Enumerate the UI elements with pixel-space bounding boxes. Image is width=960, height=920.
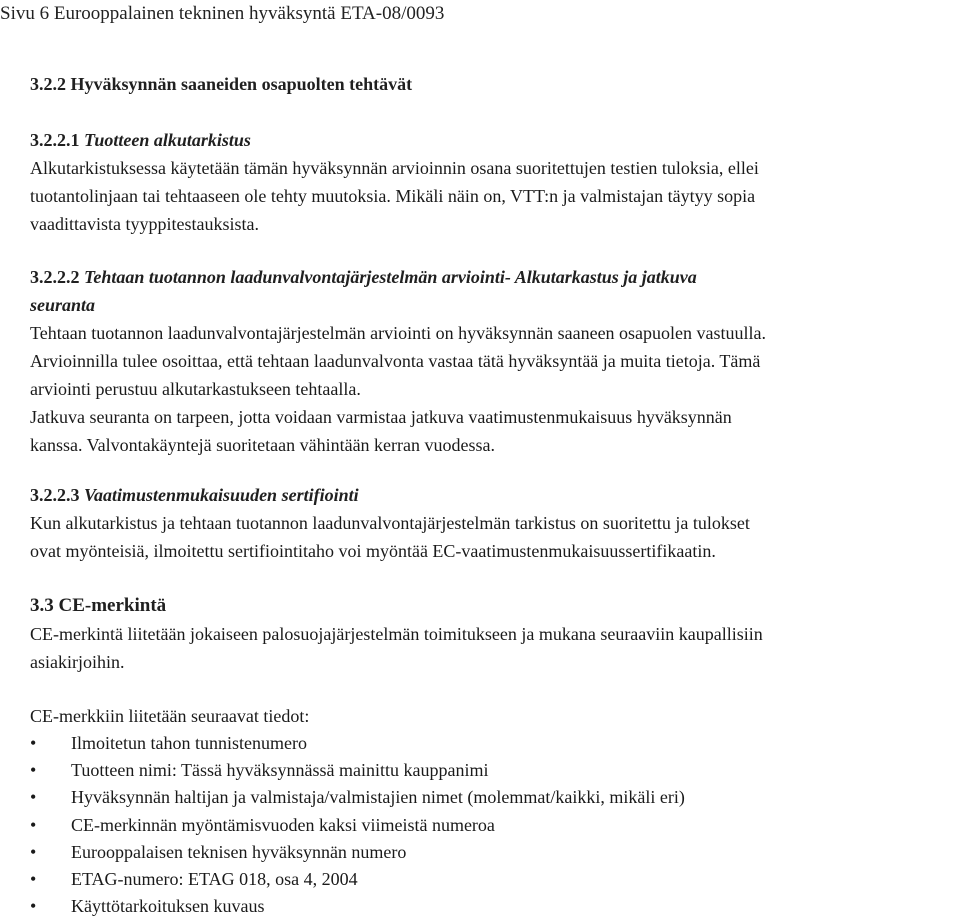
section-3221-heading (30, 126, 960, 154)
section-3221 (30, 126, 960, 238)
section-3223-title: Vaatimustenmukaisuuden sertifiointi (84, 485, 359, 505)
page-header: Sivu 6 Eurooppalainen tekninen hyväksyntä ETA-08/0093 (0, 3, 445, 24)
section-33 (30, 592, 960, 676)
list-item (30, 730, 960, 757)
list-item-text: ETAG-numero: ETAG 018, osa 4, 2004 (71, 868, 358, 889)
section-322-heading: 3.2.2 Hyväksynnän saaneiden osapuolten tehtävät (30, 74, 413, 94)
list-item-text: Tuotteen nimi: Tässä hyväksynnässä mainittu kauppanimi (71, 760, 489, 781)
bullet-icon: • (30, 760, 37, 781)
section-3223-line-2: ovat myönteisiä, ilmoitettu sertifiointitaho voi myöntää EC-vaatimustenmukaisuussertifikaatin. (30, 541, 716, 561)
section-3222-title-1: Tehtaan tuotannon laadunvalvontajärjestelmän arviointi- Alkutarkastus ja jatkuva (84, 267, 697, 287)
section-3222-heading (30, 263, 960, 291)
section-3223 (30, 481, 960, 565)
section-3223-number: 3.2.2.3 (30, 485, 84, 505)
section-3222-line-2: Arvioinnilla tulee osoittaa, että tehtaan laadunvalvonta vastaa tätä hyväksyntää ja muita tietoja. Tämä (30, 351, 761, 371)
list-item-text: Ilmoitetun tahon tunnistenumero (71, 733, 307, 753)
section-33-line-2: asiakirjoihin. (30, 652, 125, 672)
section-3221-line-2: tuotantolinjaan tai tehtaaseen ole tehty muutoksia. Mikäli näin on, VTT:n ja valmistajan täytyy sopia (30, 186, 756, 206)
section-3222-line-3: arviointi perustuu alkutarkastukseen tehtaalla. (30, 379, 361, 399)
bullet-icon: • (30, 787, 37, 808)
section-3221-line-3: vaadittavista tyyppitestauksista. (30, 214, 259, 234)
list-item (30, 866, 960, 893)
section-3221-line-1: Alkutarkistuksessa käytetään tämän hyväksynnän arvioinnin osana suoritettujen testien tuloksia, ellei (30, 158, 759, 178)
section-3221-title: Tuotteen alkutarkistus (84, 130, 251, 150)
bullet-icon: • (30, 868, 37, 889)
list-item (30, 893, 960, 920)
bullet-icon: • (30, 896, 37, 917)
section-3223-line-1: Kun alkutarkistus ja tehtaan tuotannon laadunvalvontajärjestelmän tarkistus on suoritettu ja tulokset (30, 513, 750, 533)
section-3222-line-4: Jatkuva seuranta on tarpeen, jotta voidaan varmistaa jatkuva vaatimustenmukaisuus hyväksynnän (30, 407, 732, 427)
list-item-text: Eurooppalaisen teknisen hyväksynnän numero (71, 841, 407, 862)
list-item-text: Käyttötarkoituksen kuvaus (71, 896, 265, 917)
list-item (30, 784, 960, 811)
list-item-text: Hyväksynnän haltijan ja valmistaja/valmistajien nimet (molemmat/kaikki, mikäli eri) (71, 787, 685, 808)
bullet-icon: • (30, 733, 37, 753)
section-33-heading: 3.3 CE-merkintä (30, 595, 167, 616)
section-33-line-1: CE-merkintä liitetään jokaiseen palosuojajärjestelmän toimitukseen ja mukana seuraaviin kaupallisiin (30, 624, 763, 644)
list-item (30, 757, 960, 784)
section-3222-line-5: kanssa. Valvontakäyntejä suoritetaan vähintään kerran vuodessa. (30, 435, 496, 455)
section-3222-number: 3.2.2.2 (30, 267, 84, 287)
list-item (30, 812, 960, 839)
bullet-icon: • (30, 841, 37, 862)
bullet-icon: • (30, 814, 37, 835)
list-item-text: CE-merkinnän myöntämisvuoden kaksi viimeistä numeroa (71, 814, 495, 835)
list-item (30, 839, 960, 866)
section-3223-heading (30, 481, 960, 509)
ce-info-list-block (30, 702, 960, 920)
section-3222-title-2: seuranta (30, 295, 96, 315)
section-3222 (30, 263, 960, 459)
section-3221-number: 3.2.2.1 (30, 130, 84, 150)
section-3222-line-1: Tehtaan tuotannon laadunvalvontajärjestelmän arviointi on hyväksynnän saaneen osapuolen vastuulla. (30, 323, 767, 343)
ce-info-list (30, 730, 960, 920)
ce-info-intro: CE-merkkiin liitetään seuraavat tiedot: (30, 706, 310, 726)
